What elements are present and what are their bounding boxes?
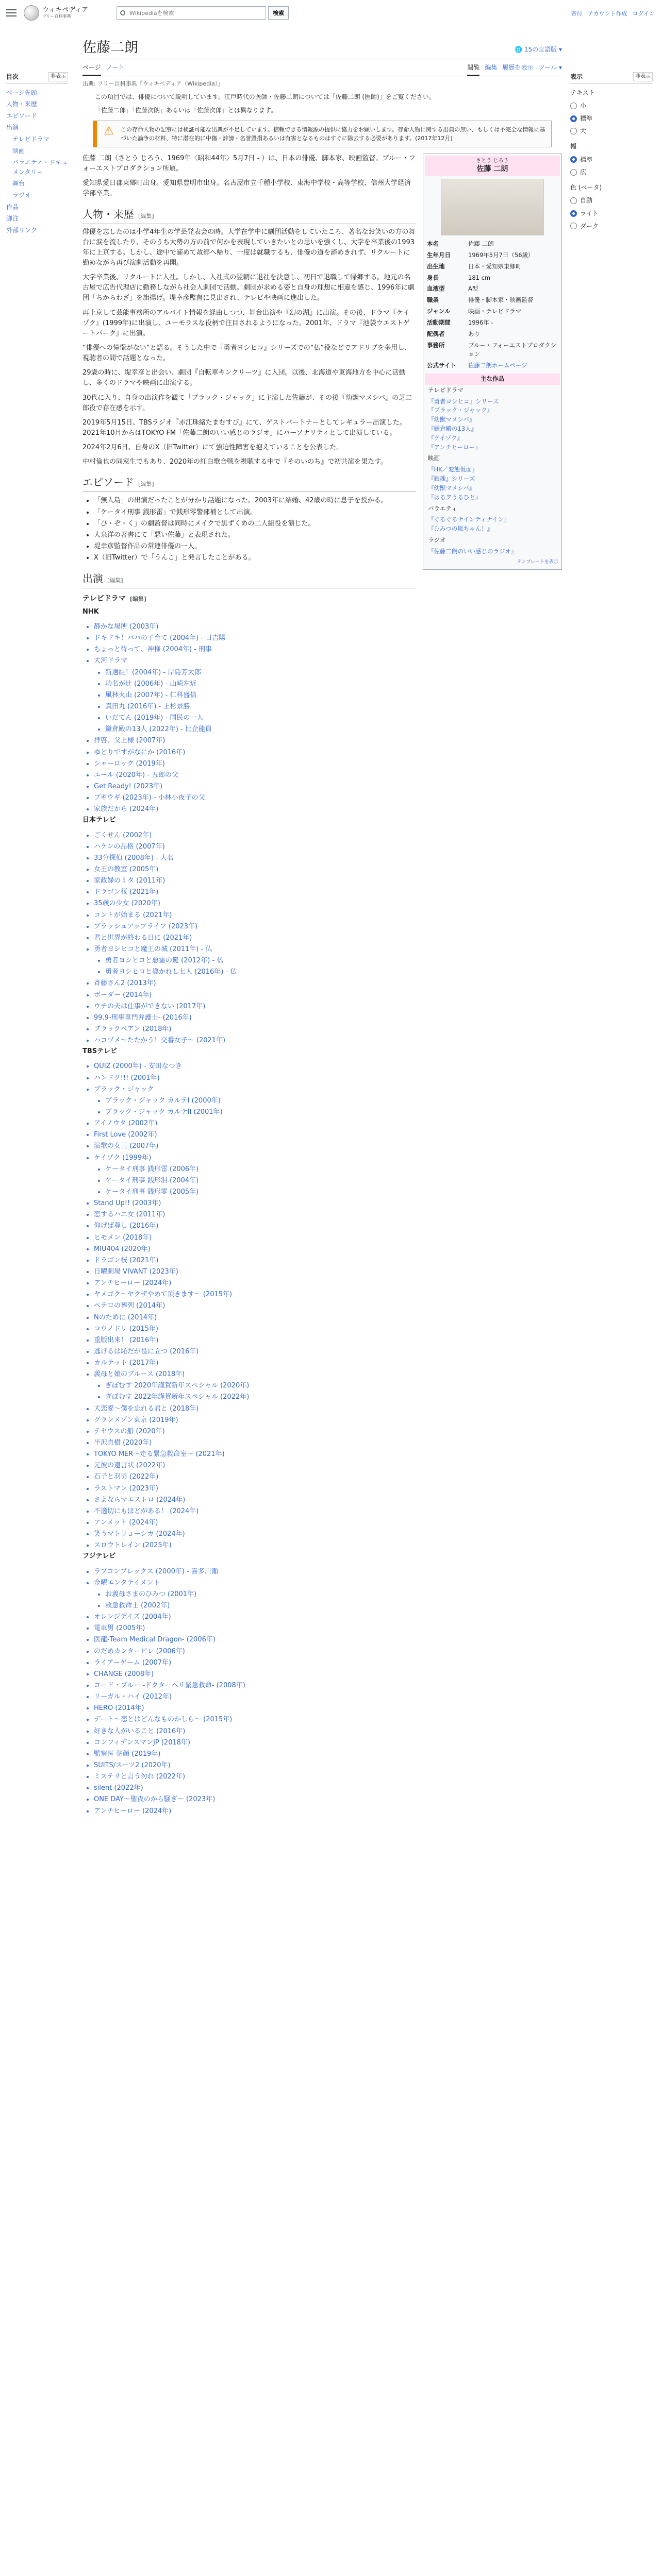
list-item[interactable]: • ドラゴン桜 (2021年) [94, 887, 416, 898]
works-item[interactable]: 『ブラック・ジャック』 [428, 406, 493, 414]
list-item[interactable]: • お義母さまのひみつ (2001年) [105, 1589, 416, 1600]
hatnote-2: 「佐藤二郎」「佐藤次朗」あるいは「佐藤次郎」とは異なります。 [95, 107, 277, 114]
list-item[interactable]: • ハコヅメ〜たたかう！交番女子〜 (2021年) [94, 1035, 416, 1046]
list-item[interactable]: • グランメゾン東京 (2019年) [94, 1415, 416, 1426]
infobox-row [425, 295, 560, 306]
infobox-site-label: 公式サイト [427, 362, 456, 369]
infobox-label: ジャンル [427, 308, 451, 315]
infobox-value: 181 cm [468, 274, 491, 281]
list-item[interactable]: • SUITS/スーツ2 (2020年) [94, 1760, 416, 1771]
toc-title-text: 目次 [6, 73, 19, 80]
radio-option[interactable] [570, 207, 653, 220]
works-group-items [425, 546, 560, 557]
page-title [82, 39, 562, 59]
user-tools [571, 9, 655, 18]
broadcaster-label [82, 1551, 416, 1562]
language-button-label: 15の言語版 [524, 45, 557, 53]
radio-label: ライト [580, 209, 599, 217]
section-edit-link[interactable]: [編集] [107, 577, 123, 584]
infobox-table [425, 239, 560, 360]
infobox-label: 出生地 [427, 262, 445, 270]
infobox-title [425, 156, 560, 176]
search-form [117, 6, 289, 20]
section-heading [82, 474, 416, 492]
paragraph: 大学卒業後、リクルートに入社。しかし、入社式の翌朝に退社を決意し、初日で退職して帰郷する。地元の名古屋で広告代理店に勤務しながら社会人劇団で活動。劇団が求める姿と自身の理想に相違を感じ、1996年に劇団「ちからわざ」を旗揚げ。堤幸彦監督に見出され、テレビや映画に進出した。 [82, 274, 415, 302]
toc-item[interactable]: 人物・来歴 [6, 100, 38, 108]
list-item[interactable]: • 斉藤さん2 (2013年) [94, 978, 416, 989]
paragraph: 再上京して芸能事務所のアルバイト情報を経由しつつ、舞台出演や『幻の湖』に出演。その後、ドラマ『ケイゾク』(1999年)に出演し、ユーモラスな役柄で注目されるようになった。2001年、ドラマ『池袋ウエストゲートパーク』に出演。 [82, 309, 410, 337]
tab-edit[interactable]: 編集 [485, 64, 498, 72]
works-item[interactable]: 『はるヲうるひと』 [428, 493, 482, 501]
list-item[interactable]: • ドラゴン桜 (2021年) [94, 1255, 416, 1266]
color-options [570, 194, 653, 232]
article-body [82, 154, 416, 1817]
radio-button[interactable] [570, 103, 577, 109]
works-item[interactable]: 『佐藤二朗のいい感じのラジオ』 [428, 547, 517, 555]
list-item[interactable]: • ヒモメン (2018年) [94, 1232, 416, 1244]
infobox-value: 1996年 - [468, 318, 493, 326]
infobox-value: 1969年5月7日（56歳） [468, 251, 534, 259]
list-item[interactable]: • 医龍-Team Medical Dragon- (2006年) [94, 1634, 416, 1646]
from-line: 出典: フリー百科事典『ウィキペディア（Wikipedia）』 [82, 80, 224, 87]
site-name: ウィキペディア [42, 6, 89, 14]
radio-label: 広 [580, 168, 587, 176]
infobox-row [425, 329, 560, 340]
list-item[interactable]: • デート〜恋とはどんなものかしら〜 (2015年) [94, 1714, 416, 1725]
appearance-title-text: 表示 [570, 73, 583, 80]
infobox-value: 映画・テレビドラマ [468, 308, 522, 315]
width-options [570, 154, 653, 179]
drama-items [82, 1566, 416, 1817]
toc-item[interactable]: ラジオ [12, 191, 31, 199]
paragraph: 俳優を志したのは小学4年生の学芸発表会の時。大学在学中に劇団活動をしていたころ、著名なお笑いの方の舞台に涙を流したり、そのうち大勢の方の前で何かを表現していきたいとの思いを強くし、大学を卒業後の1993年に上京する。しかし、途中で諦めて故郷へ帰り、一度は就職するも、俳優の道を諦めきれず、リクルートに勤めながら再び演劇活動を再開。 [82, 228, 416, 267]
list-item[interactable]: • ケータイ刑事 銭形雷 (2006年) [105, 1164, 416, 1175]
infobox [423, 154, 562, 570]
warning-icon: ⚠ [104, 124, 114, 138]
infobox-works-header: 主な作品 [425, 374, 560, 385]
page-tabs [82, 61, 562, 76]
list-item[interactable]: • 君と世界が終わる日に (2021年) [94, 933, 416, 944]
works-group-label: バラエティ [428, 504, 457, 512]
toc-title [6, 72, 68, 84]
infobox-value: 俳優・脚本家・映画監督 [468, 296, 534, 304]
list-item[interactable]: • TOKYO MER〜走る緊急救命室〜 (2021年) [94, 1449, 416, 1460]
paragraph: 中村倫也の同窓生でもあり、2020年の紅白歌合戦を視聴する中で『そのいのち』で初共演を果たす。 [82, 458, 388, 466]
article-content [82, 154, 562, 1817]
paragraph: 30代に入り、自身の出演作を観て「ブラック・ジャック」に主演した佐藤が、その後『幼獣マメシバ』の芝二郎役で存在感を示す。 [82, 394, 412, 412]
list-item[interactable]: • ブギウギ (2023年) - 小林小夜子の父 [94, 792, 416, 804]
list-item[interactable]: • 大河ドラマ [94, 655, 416, 667]
list-item[interactable]: • QUIZ (2000年) - 安田なつき [94, 1061, 416, 1072]
appearance-panel [570, 72, 653, 232]
works-item[interactable]: 『勇者ヨシヒコ』シリーズ [428, 397, 499, 405]
text-size-title: テキスト [570, 89, 595, 96]
list-item[interactable]: • HERO (2014年) [94, 1703, 416, 1714]
infobox-label: 生年月日 [427, 251, 451, 259]
infobox-works [425, 385, 560, 557]
drama-items [82, 830, 416, 1047]
toc-list [6, 87, 68, 236]
list-item[interactable]: • ゆとりですがなにか (2016年) [94, 747, 416, 758]
broadcaster-label [82, 815, 416, 825]
list-item[interactable]: • silent (2022年) [94, 1783, 416, 1794]
search-button[interactable]: 検索 [268, 6, 289, 20]
appearance-hide-button[interactable]: 非表示 [633, 72, 653, 81]
infobox-name: 佐藤 二朗 [476, 165, 508, 174]
infobox-site-link[interactable]: 佐藤二朗ホームページ [468, 362, 527, 369]
infobox-row [425, 306, 560, 317]
paragraph: 29歳の時に、堤幸彦と出会い、劇団『自転車キンクリーツ』に入団。以後、北海道や東海地方を中心に活動し、多くのドラマや映画に出演する。 [82, 369, 406, 387]
list-item[interactable]: • 半沢直樹 (2020年) [94, 1437, 416, 1449]
list-item[interactable]: • カルテット (2017年) [94, 1358, 416, 1369]
works-item[interactable]: 『幼獣マメシバ』 [428, 416, 475, 423]
article-sections [82, 207, 416, 589]
list-item[interactable]: • コントが始まる (2021年) [94, 910, 416, 921]
infobox-row [425, 360, 560, 371]
list-item[interactable]: • 女王の教室 (2005年) [94, 864, 416, 875]
list-item[interactable]: • 99.9-刑事専門弁護士- (2016年) [94, 1012, 416, 1024]
paragraph: 2019年5月15日、TBSラジオ『赤江珠緒たまむすび』にて、ゲストパートナーとしてレギュラー出演した。2021年10月からはTOKYO FM「佐藤二朗のいい感じのラジオ」にパーソナリティとして出演している。 [82, 418, 406, 437]
toc-item[interactable]: テレビドラマ [12, 135, 49, 143]
list-item[interactable]: • 勇者ヨシヒコと導かれし七人 (2016年) - 仏 [105, 967, 416, 978]
radio-label: 小 [580, 102, 587, 110]
list-item[interactable]: • ケータイ刑事 銭形零 (2005年) [105, 1187, 416, 1198]
list-item[interactable]: • 電車男 (2005年) [94, 1623, 416, 1634]
list-item[interactable]: • 石子と羽男 (2022年) [94, 1471, 416, 1483]
works-item[interactable]: 『HK／変態仮面』 [428, 466, 478, 473]
ambox-notice [93, 121, 552, 147]
tab-tools-label: ツール [538, 64, 557, 72]
list-item[interactable]: • 逃げるは恥だが役に立つ (2016年) [94, 1346, 416, 1358]
toc-item[interactable]: 作品 [6, 203, 19, 211]
works-item[interactable]: 『銀魂』シリーズ [428, 475, 475, 483]
list-item[interactable]: • オレンジデイズ (2004年) [94, 1612, 416, 1623]
section-heading [82, 571, 416, 588]
list-item[interactable]: • First Love (2002年) [94, 1129, 416, 1141]
section-heading [82, 207, 416, 224]
toc-item[interactable]: 外部リンク [6, 226, 37, 234]
works-group-label: ラジオ [428, 536, 446, 544]
site-logo[interactable] [24, 5, 101, 21]
works-item[interactable]: 『幼獣マメシバ』 [428, 484, 475, 492]
portrait-image [441, 179, 544, 235]
list-item[interactable]: • ケイゾク (1999年) [94, 1153, 416, 1164]
infobox-label: 身長 [427, 274, 439, 281]
list-item[interactable]: • 仰げば尊し (2016年) [94, 1221, 416, 1232]
list-item[interactable]: • Nのために (2014年) [94, 1312, 416, 1324]
infobox-row [425, 317, 560, 329]
radio-option[interactable] [570, 125, 653, 138]
list-item[interactable]: • コード・ブルー -ドクターヘリ緊急救命- (2008年) [94, 1680, 416, 1691]
list-item[interactable]: • 家族だから (2024年) [94, 804, 416, 815]
drama-items [82, 621, 416, 815]
appearance-title [570, 72, 653, 84]
list-item[interactable]: • さよならマエストロ (2024年) [94, 1495, 416, 1506]
radio-option[interactable] [570, 166, 653, 179]
list-item[interactable]: • 家政婦のミタ (2011年) [94, 875, 416, 887]
section-title: 人物・来歴 [82, 208, 134, 221]
drama-title-text: テレビドラマ [82, 595, 126, 603]
infobox-label: 職業 [427, 296, 439, 304]
intro-paragraph-2: 愛知県愛日郡東郷町出身。愛知県豊明市出身。名古屋市立千種小学校、東海中学校・高等学校、信州大学経済学部卒業。 [82, 179, 411, 198]
infobox-label: 活動期間 [427, 318, 451, 326]
section-title: 出演 [82, 572, 103, 585]
list-item[interactable]: • 金曜エンタテイメント [94, 1578, 416, 1589]
list-item[interactable]: • ドキドキ！パパの子育て (2004年) - 日吉陽 [94, 633, 416, 644]
list-item[interactable]: • 静かな場所 (2003年) [94, 621, 416, 633]
radio-option[interactable] [570, 112, 653, 125]
drama-edit-link[interactable]: [編集] [129, 596, 146, 603]
radio-label: ダーク [580, 222, 599, 230]
radio-label: 標準 [580, 114, 593, 122]
header [0, 0, 662, 26]
radio-button[interactable] [570, 197, 577, 204]
list-item: • 「無人島」の出演だったことが分かり話題になった。2003年に結婚、42歳の時に息子を授かる。 [94, 495, 416, 506]
radio-label: 標準 [580, 156, 593, 163]
list-item[interactable]: • ペテロの葬列 (2014年) [94, 1300, 416, 1312]
radio-option[interactable] [570, 99, 653, 112]
infobox-row [425, 283, 560, 295]
works-item[interactable]: 『ケイゾク』 [428, 434, 464, 442]
width-title: 幅 [570, 142, 577, 150]
list-item: • 大泉洋の著書にて「悪い佐藤」と表現された。 [94, 530, 416, 541]
list-item[interactable]: • ボーダー (2014年) [94, 990, 416, 1001]
toc-item[interactable]: 舞台 [12, 180, 25, 188]
infobox-label: 血液型 [427, 285, 445, 293]
broadcaster-name: NHK [82, 607, 99, 616]
site-tagline: フリー百科事典 [42, 13, 71, 19]
list-item[interactable]: • アイノウタ (2002年) [94, 1118, 416, 1129]
list-item[interactable]: • ヤメゴク〜ヤクザやめて頂きます〜 (2015年) [94, 1289, 416, 1300]
bullet-list [82, 495, 416, 564]
list-item[interactable]: • ウチの夫は仕事ができない (2017年) [94, 1001, 416, 1012]
list-item[interactable]: • 新選組！(2004年) - 岸島芳太郎 [105, 667, 416, 679]
infobox-label: 配偶者 [427, 330, 445, 337]
works-item[interactable]: 『ぐるぐるナインティナイン』 [428, 516, 510, 523]
create-account-link[interactable]: アカウント作成 [587, 10, 627, 17]
broadcaster-label [82, 607, 416, 617]
language-button[interactable]: 🌐 15の言語版 ▾ [515, 45, 562, 53]
infobox-row [425, 239, 560, 250]
search-icon [120, 10, 125, 15]
list-item[interactable]: • アンチヒーロー (2024年) [94, 1806, 416, 1817]
infobox-value: A型 [468, 285, 478, 293]
infobox-value: 佐藤 二朗 [468, 240, 494, 248]
broadcaster-name: フジテレビ [82, 1552, 116, 1561]
list-item[interactable]: • 真田丸 (2016年) - 上杉景勝 [105, 701, 416, 713]
works-group-label: 映画 [428, 454, 440, 462]
broadcaster-label [82, 1046, 416, 1057]
list-item[interactable]: • スロウトレイン (2025年) [94, 1540, 416, 1551]
main-content [82, 39, 562, 1817]
list-item: • 「ケータイ刑事 銭形雷」で銭形零警部補として出演。 [94, 507, 416, 518]
toc-item[interactable]: 出演 [6, 124, 19, 131]
infobox-value: ブルー・フォーエストプロダクション [468, 341, 557, 358]
list-item[interactable]: • 救急救命士 (2002年) [105, 1600, 416, 1612]
list-item[interactable]: • ONE DAY〜聖夜のから騒ぎ〜 (2023年) [94, 1794, 416, 1805]
list-item[interactable]: • 大恋愛〜僕を忘れる君と (2018年) [94, 1403, 416, 1415]
infobox-label: 事務所 [427, 341, 445, 349]
works-item[interactable]: 『鎌倉殿の13人』 [428, 425, 477, 433]
list-item[interactable]: • ブラック・ジャック [94, 1084, 416, 1095]
list-item[interactable]: • 拝啓、父上様 (2007年) [94, 735, 416, 747]
list-item[interactable]: • Get Ready! (2023年) [94, 781, 416, 792]
main-menu-icon[interactable] [6, 9, 16, 16]
template-link[interactable]: テンプレートを表示 [517, 559, 558, 565]
list-item[interactable]: • ごくせん (2002年) [94, 830, 416, 841]
works-group-label: テレビドラマ [428, 386, 464, 394]
radio-button[interactable] [570, 156, 577, 163]
list-item[interactable]: • 好きな人がいること (2016年) [94, 1726, 416, 1737]
list-item[interactable]: • 重版出来！ (2016年) [94, 1335, 416, 1346]
toc-item[interactable]: ページ先頭 [6, 89, 37, 96]
infobox-label: 本名 [427, 240, 439, 248]
tab-tools[interactable]: ツール ▾ [538, 61, 562, 76]
broadcaster-name: TBSテレビ [82, 1047, 117, 1056]
list-item[interactable]: • ブラックペアン (2018年) [94, 1024, 416, 1035]
infobox-value: 日本・愛知県東郷町 [468, 262, 522, 270]
list-item[interactable]: • コウノドリ (2015年) [94, 1324, 416, 1335]
infobox-furigana: さとう じろう [476, 158, 509, 164]
radio-button[interactable] [570, 115, 577, 122]
site-wordmark [42, 7, 88, 19]
toc-item[interactable]: 脚注 [6, 215, 19, 223]
list-item[interactable]: • 笑うマトリョーシカ (2024年) [94, 1529, 416, 1540]
toc-item[interactable]: エピソード [6, 112, 38, 120]
drama-subsection-title [82, 594, 416, 605]
list-item[interactable]: • ケータイ刑事 銭形泪 (2004年) [105, 1175, 416, 1187]
donate-link[interactable]: 寄付 [571, 10, 583, 17]
wikipedia-globe-icon [24, 5, 39, 21]
list-item[interactable]: • 監察医 朝顔 (2019年) [94, 1749, 416, 1760]
works-group-items [425, 396, 560, 453]
radio-option[interactable] [570, 154, 653, 166]
radio-button[interactable] [570, 128, 577, 134]
list-item[interactable]: • MIU404 (2020年) [94, 1244, 416, 1255]
list-item[interactable]: • アンメット (2024年) [94, 1517, 416, 1529]
tab-history[interactable]: 履歴を表示 [502, 64, 534, 72]
list-item[interactable]: • リーガル・ハイ (2012年) [94, 1691, 416, 1703]
ambox-text: この存命人物の記事には検証可能な出典が不足しています。信頼できる情報源の提供に協力をお願いします。存命人物に関する出典の無い、もしくは不完全な情報に基づいた論争の材料、特に潜在的に中傷・誹謗・名誉毀損あるいは有害となるものはすぐに除去する必要があります。(2017年12月) [121, 126, 545, 142]
toc-item[interactable]: バラエティ・ドキュメンタリー [12, 159, 68, 176]
section-title: エピソード [82, 476, 134, 489]
color-title: 色 (ベータ) [570, 183, 602, 191]
works-group-items [425, 514, 560, 535]
infobox-site [425, 360, 560, 371]
list-item[interactable]: • アンチヒーロー (2024年) [94, 1278, 416, 1289]
list-item[interactable]: • 勇者ヨシヒコと魔王の城 (2011年) - 仏 [94, 944, 416, 955]
list-item[interactable]: • テセウスの船 (2020年) [94, 1426, 416, 1437]
list-item[interactable]: • 功名が辻 (2006年) - 山崎左近 [105, 679, 416, 690]
infobox-row [425, 261, 560, 273]
list-item[interactable]: • 恋するハエ女 (2011年) [94, 1209, 416, 1221]
list-item[interactable]: • ぎぼむす 2022年謹賀新年スペシャル (2022年) [105, 1392, 416, 1403]
list-item[interactable]: • ライアーゲーム (2007年) [94, 1657, 416, 1669]
list-item[interactable]: • のだめカンタービレ (2006年) [94, 1646, 416, 1657]
paragraph: 2024年2月6日、自身のX（旧Twitter）にて強迫性障害を抱えていることを公表した。 [82, 444, 343, 452]
radio-button[interactable] [570, 169, 577, 176]
list-item[interactable]: • 元彼の遺言状 (2022年) [94, 1460, 416, 1471]
infobox-row [425, 250, 560, 261]
intro-paragraph: 佐藤 二朗（さとう じろう、1969年〈昭和44年〉5月7日 - ）は、日本の俳優、脚本家、映画監督。ブルー・フォーエストプロダクション所属。 [82, 155, 416, 173]
list-item[interactable]: • ミステリと言う勿れ (2022年) [94, 1771, 416, 1783]
broadcaster-name: 日本テレビ [82, 816, 116, 824]
list-item[interactable]: • CHANGE (2008年) [94, 1669, 416, 1680]
section-edit-link[interactable]: [編集] [138, 481, 154, 488]
infobox-row [425, 340, 560, 361]
list-item[interactable]: • ぎぼむす 2020年謹賀新年スペシャル (2020年) [105, 1380, 416, 1392]
list-item[interactable]: • ハケンの品格 (2007年) [94, 841, 416, 853]
tab-read[interactable]: 閲覧 [467, 61, 479, 76]
list-item[interactable]: • ラストマン (2023年) [94, 1483, 416, 1495]
list-item[interactable]: • ハンドク!!! (2001年) [94, 1073, 416, 1084]
infobox-row [425, 273, 560, 284]
radio-option[interactable] [570, 194, 653, 207]
list-item[interactable]: • エール (2020年) - 五郎の父 [94, 770, 416, 781]
drama-list [82, 607, 416, 1817]
list-item[interactable]: • 35歳の少女 (2020年) [94, 898, 416, 909]
toc-item[interactable]: 映画 [12, 147, 25, 155]
list-item[interactable]: • 義母と娘のブルース (2018年) [94, 1369, 416, 1380]
radio-label: 自動 [580, 197, 593, 205]
infobox-rows [425, 239, 560, 360]
radio-button[interactable] [570, 210, 577, 217]
list-item[interactable]: • ちょっと待って、神様 (2004年) - 刑事 [94, 644, 416, 655]
toc-hide-button[interactable]: 非表示 [48, 72, 68, 81]
section-edit-link[interactable]: [編集] [138, 212, 154, 219]
page-title-text: 佐藤二朗 [82, 40, 138, 56]
infobox-value: あり [468, 330, 480, 337]
text-size-options [570, 99, 653, 138]
list-item[interactable]: • ブラック・ジャック カルテII (2001年) [105, 1107, 416, 1118]
list-item: • X（旧Twitter）で「うんこ」と発言したことがある。 [94, 552, 416, 564]
list-item[interactable]: • 鎌倉殿の13人 (2022年) - 比企能員 [105, 724, 416, 735]
login-link[interactable]: ログイン [632, 10, 655, 17]
list-item[interactable]: • いだてん (2019年) - 国民の一人 [105, 713, 416, 724]
works-item[interactable]: 『アンチヒーロー』 [428, 443, 481, 451]
list-item[interactable]: • ブラック・ジャック カルテI (2000年) [105, 1095, 416, 1107]
works-group-items [425, 464, 560, 503]
list-item[interactable]: • ラブコンプレックス (2000年) - 喜多川瀬 [94, 1566, 416, 1578]
radio-label: 大 [580, 127, 587, 135]
radio-option[interactable] [570, 220, 653, 233]
search-input[interactable] [117, 6, 266, 20]
works-item[interactable]: 『ひみつの嵐ちゃん！』 [428, 525, 493, 533]
hatnote-1: この項目では、俳優について説明しています。江戸時代の医師・佐藤二朗については「佐藤二朗 (医師)」をご覧ください。 [95, 93, 435, 100]
table-of-contents [6, 72, 68, 236]
list-item[interactable]: • コンフィデンスマンJP (2018年) [94, 1737, 416, 1749]
list-item[interactable]: • ブラッシュアップライフ (2023年) [94, 921, 416, 933]
tab-page[interactable]: ページ [82, 61, 101, 76]
drama-items [82, 1061, 416, 1551]
radio-button[interactable] [570, 223, 577, 229]
list-item: • 堤幸彦監督作品の常連俳優の一人。 [94, 541, 416, 552]
tab-talk[interactable]: ノート [106, 64, 125, 72]
list-item: • 「ひ・ぞ・く」の劇監督は同時にメイクで黒ずくめの二人組役を演じた。 [94, 518, 416, 530]
list-item[interactable]: • 演歌の女王 (2007年) [94, 1141, 416, 1152]
paragraph: “俳優への憧憬がない”と語る。そうした中で『勇者ヨシヒコ』シリーズでの“仏”役などでアドリブを多用し、視聴者の間で話題となった。 [82, 344, 411, 363]
list-item[interactable]: • 風林火山 (2007年) - 仁科盛信 [105, 690, 416, 701]
list-item[interactable]: • 勇者ヨシヒコと悪霊の鍵 (2012年) - 仏 [105, 955, 416, 967]
list-item[interactable]: • シャーロック (2019年) [94, 758, 416, 770]
list-item[interactable]: • 日曜劇場 VIVANT (2023年) [94, 1266, 416, 1278]
list-item[interactable]: • Stand Up!! (2003年) [94, 1198, 416, 1209]
list-item[interactable]: • 不適切にもほどがある！ (2024年) [94, 1506, 416, 1517]
list-item[interactable]: • 33分探偵 (2008年) - 大名 [94, 853, 416, 864]
